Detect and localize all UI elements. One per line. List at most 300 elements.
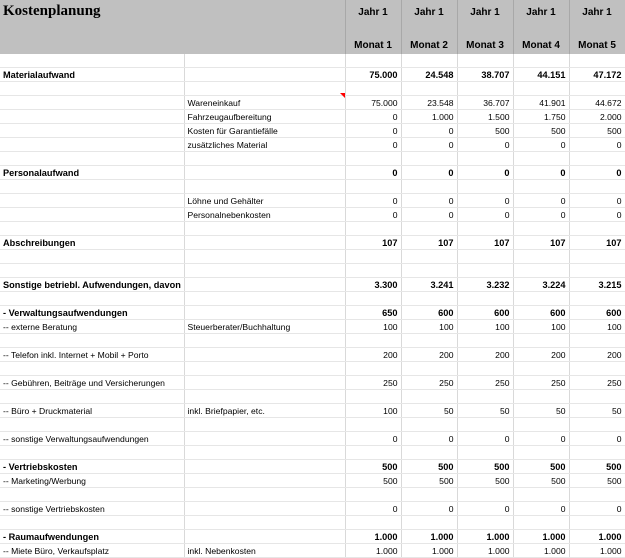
value-cell-month-3[interactable] — [457, 334, 513, 348]
value-cell-month-5[interactable]: 107 — [569, 236, 625, 250]
value-cell-month-3[interactable]: 107 — [457, 236, 513, 250]
value-cell-month-5[interactable] — [569, 334, 625, 348]
month-header-2[interactable]: Monat 2 — [401, 26, 457, 54]
row-label-cell[interactable]: -- Marketing/Werbung — [0, 474, 184, 488]
value-cell-month-3[interactable] — [457, 180, 513, 194]
value-cell-month-4[interactable]: 0 — [513, 138, 569, 152]
table-row — [0, 376, 625, 390]
table-row — [0, 194, 625, 208]
row-note-cell[interactable] — [184, 530, 345, 544]
value-cell-month-1[interactable]: 0 — [345, 502, 401, 516]
value-cell-month-1[interactable]: 1.000 — [345, 530, 401, 544]
table-row — [0, 236, 625, 250]
row-label-cell[interactable] — [0, 152, 184, 166]
value-cell-month-5[interactable] — [569, 390, 625, 404]
row-label-cell[interactable] — [0, 264, 184, 278]
table-row — [0, 418, 625, 432]
row-note-cell[interactable]: inkl. Briefpapier, etc. — [184, 404, 345, 418]
value-cell-month-4[interactable] — [513, 418, 569, 432]
value-cell-month-3[interactable]: 100 — [457, 320, 513, 334]
table-row — [0, 460, 625, 474]
value-cell-month-1[interactable]: 500 — [345, 460, 401, 474]
value-cell-month-3[interactable]: 0 — [457, 138, 513, 152]
value-cell-month-3[interactable]: 0 — [457, 208, 513, 222]
value-cell-month-5[interactable] — [569, 418, 625, 432]
value-cell-month-2[interactable] — [401, 222, 457, 236]
header-row-years — [0, 0, 625, 26]
row-note-cell[interactable] — [184, 348, 345, 362]
value-cell-month-4[interactable]: 500 — [513, 124, 569, 138]
table-row — [0, 54, 625, 68]
value-cell-month-1[interactable]: 0 — [345, 208, 401, 222]
value-cell-month-2[interactable]: 0 — [401, 502, 457, 516]
row-note-cell[interactable] — [184, 152, 345, 166]
value-cell-month-1[interactable]: 100 — [345, 320, 401, 334]
value-cell-month-2[interactable]: 1.000 — [401, 110, 457, 124]
row-note-cell[interactable] — [184, 418, 345, 432]
value-cell-month-1[interactable] — [345, 446, 401, 460]
value-cell-month-2[interactable]: 1.000 — [401, 530, 457, 544]
table-row — [0, 138, 625, 152]
value-cell-month-5[interactable] — [569, 362, 625, 376]
value-cell-month-3[interactable] — [457, 152, 513, 166]
value-cell-month-1[interactable] — [345, 334, 401, 348]
row-note-cell[interactable] — [184, 306, 345, 320]
table-row — [0, 208, 625, 222]
value-cell-month-3[interactable]: 500 — [457, 474, 513, 488]
row-label-cell[interactable]: Personalaufwand — [0, 166, 184, 180]
value-cell-month-4[interactable] — [513, 390, 569, 404]
value-cell-month-1[interactable]: 100 — [345, 404, 401, 418]
year-header-2[interactable]: Jahr 1 — [401, 0, 457, 26]
value-cell-month-1[interactable] — [345, 516, 401, 530]
year-header-4[interactable]: Jahr 1 — [513, 0, 569, 26]
month-header-3[interactable]: Monat 3 — [457, 26, 513, 54]
row-note-cell[interactable]: Fahrzeugaufbereitung — [184, 110, 345, 124]
value-cell-month-2[interactable]: 23.548 — [401, 96, 457, 110]
value-cell-month-4[interactable]: 500 — [513, 474, 569, 488]
table-row — [0, 278, 625, 292]
row-label-cell[interactable] — [0, 488, 184, 502]
row-label-cell[interactable]: Abschreibungen — [0, 236, 184, 250]
value-cell-month-2[interactable]: 100 — [401, 320, 457, 334]
value-cell-month-5[interactable]: 250 — [569, 376, 625, 390]
month-header-1[interactable]: Monat 1 — [345, 26, 401, 54]
value-cell-month-3[interactable]: 0 — [457, 502, 513, 516]
value-cell-month-3[interactable]: 250 — [457, 376, 513, 390]
table-row — [0, 474, 625, 488]
value-cell-month-2[interactable]: 0 — [401, 208, 457, 222]
value-cell-month-2[interactable]: 1.000 — [401, 544, 457, 558]
value-cell-month-1[interactable] — [345, 180, 401, 194]
table-row — [0, 404, 625, 418]
row-note-cell[interactable] — [184, 474, 345, 488]
value-cell-month-5[interactable] — [569, 250, 625, 264]
value-cell-month-1[interactable]: 650 — [345, 306, 401, 320]
value-cell-month-4[interactable] — [513, 250, 569, 264]
value-cell-month-1[interactable] — [345, 82, 401, 96]
value-cell-month-2[interactable]: 107 — [401, 236, 457, 250]
row-label-cell[interactable] — [0, 446, 184, 460]
row-label-cell[interactable] — [0, 138, 184, 152]
value-cell-month-5[interactable]: 600 — [569, 306, 625, 320]
row-note-cell[interactable]: Personalnebenkosten — [184, 208, 345, 222]
value-cell-month-1[interactable] — [345, 222, 401, 236]
value-cell-month-3[interactable]: 36.707 — [457, 96, 513, 110]
table-row — [0, 68, 625, 82]
value-cell-month-2[interactable] — [401, 292, 457, 306]
comment-indicator-icon[interactable] — [340, 93, 345, 98]
value-cell-month-4[interactable]: 41.901 — [513, 96, 569, 110]
value-cell-month-4[interactable]: 0 — [513, 432, 569, 446]
value-cell-month-2[interactable] — [401, 446, 457, 460]
value-cell-month-2[interactable] — [401, 54, 457, 68]
value-cell-month-4[interactable] — [513, 54, 569, 68]
value-cell-month-3[interactable]: 0 — [457, 432, 513, 446]
value-cell-month-4[interactable]: 600 — [513, 306, 569, 320]
value-cell-month-4[interactable]: 0 — [513, 194, 569, 208]
row-note-cell[interactable] — [184, 236, 345, 250]
row-label-cell[interactable] — [0, 362, 184, 376]
value-cell-month-5[interactable] — [569, 54, 625, 68]
table-row — [0, 390, 625, 404]
value-cell-month-1[interactable]: 0 — [345, 166, 401, 180]
value-cell-month-5[interactable]: 47.172 — [569, 68, 625, 82]
value-cell-month-2[interactable]: 0 — [401, 194, 457, 208]
value-cell-month-5[interactable]: 3.215 — [569, 278, 625, 292]
row-note-cell[interactable] — [184, 180, 345, 194]
row-note-cell[interactable]: Steuerberater/Buchhaltung — [184, 320, 345, 334]
value-cell-month-3[interactable] — [457, 516, 513, 530]
value-cell-month-1[interactable] — [345, 152, 401, 166]
value-cell-month-5[interactable] — [569, 516, 625, 530]
value-cell-month-2[interactable]: 600 — [401, 306, 457, 320]
table-row — [0, 502, 625, 516]
table-row — [0, 516, 625, 530]
row-label-cell[interactable] — [0, 390, 184, 404]
value-cell-month-4[interactable]: 250 — [513, 376, 569, 390]
value-cell-month-3[interactable]: 200 — [457, 348, 513, 362]
row-note-cell[interactable] — [184, 516, 345, 530]
table-row — [0, 166, 625, 180]
row-label-cell[interactable]: -- Miete Büro, Verkaufsplatz — [0, 544, 184, 558]
value-cell-month-4[interactable] — [513, 516, 569, 530]
row-note-cell[interactable] — [184, 54, 345, 68]
value-cell-month-4[interactable] — [513, 152, 569, 166]
table-row — [0, 544, 625, 558]
value-cell-month-2[interactable]: 0 — [401, 432, 457, 446]
row-label-cell[interactable]: Materialaufwand — [0, 68, 184, 82]
month-header-5[interactable]: Monat 5 — [569, 26, 625, 54]
value-cell-month-4[interactable] — [513, 180, 569, 194]
value-cell-month-1[interactable] — [345, 292, 401, 306]
value-cell-month-5[interactable] — [569, 152, 625, 166]
row-label-cell[interactable]: -- Telefon inkl. Internet + Mobil + Porto — [0, 348, 184, 362]
value-cell-month-1[interactable]: 75.000 — [345, 68, 401, 82]
value-cell-month-1[interactable]: 1.000 — [345, 544, 401, 558]
value-cell-month-4[interactable] — [513, 82, 569, 96]
row-label-cell[interactable] — [0, 418, 184, 432]
value-cell-month-5[interactable]: 500 — [569, 460, 625, 474]
value-cell-month-5[interactable] — [569, 488, 625, 502]
row-note-cell[interactable] — [184, 250, 345, 264]
value-cell-month-2[interactable] — [401, 390, 457, 404]
value-cell-month-2[interactable] — [401, 180, 457, 194]
value-cell-month-2[interactable]: 0 — [401, 124, 457, 138]
table-row — [0, 180, 625, 194]
value-cell-month-1[interactable] — [345, 264, 401, 278]
value-cell-month-3[interactable]: 0 — [457, 166, 513, 180]
value-cell-month-5[interactable]: 200 — [569, 348, 625, 362]
value-cell-month-5[interactable]: 0 — [569, 138, 625, 152]
row-label-cell[interactable] — [0, 516, 184, 530]
value-cell-month-5[interactable]: 50 — [569, 404, 625, 418]
value-cell-month-4[interactable]: 200 — [513, 348, 569, 362]
table-row — [0, 264, 625, 278]
row-note-cell[interactable] — [184, 166, 345, 180]
value-cell-month-5[interactable] — [569, 264, 625, 278]
value-cell-month-2[interactable]: 0 — [401, 138, 457, 152]
row-note-cell[interactable] — [184, 362, 345, 376]
row-note-cell[interactable] — [184, 278, 345, 292]
value-cell-month-5[interactable] — [569, 222, 625, 236]
value-cell-month-5[interactable]: 500 — [569, 474, 625, 488]
value-cell-month-2[interactable]: 500 — [401, 460, 457, 474]
table-row — [0, 334, 625, 348]
row-label-cell[interactable] — [0, 124, 184, 138]
value-cell-month-1[interactable]: 500 — [345, 474, 401, 488]
value-cell-month-3[interactable] — [457, 54, 513, 68]
table-row — [0, 530, 625, 544]
row-label-cell[interactable]: -- Büro + Druckmaterial — [0, 404, 184, 418]
value-cell-month-5[interactable]: 0 — [569, 502, 625, 516]
value-cell-month-4[interactable] — [513, 446, 569, 460]
row-label-cell[interactable]: - Raumaufwendungen — [0, 530, 184, 544]
value-cell-month-5[interactable]: 0 — [569, 208, 625, 222]
value-cell-month-4[interactable]: 44.151 — [513, 68, 569, 82]
value-cell-month-2[interactable] — [401, 516, 457, 530]
value-cell-month-2[interactable] — [401, 250, 457, 264]
table-row — [0, 124, 625, 138]
value-cell-month-1[interactable]: 0 — [345, 194, 401, 208]
row-label-cell[interactable] — [0, 82, 184, 96]
value-cell-month-5[interactable]: 100 — [569, 320, 625, 334]
value-cell-month-3[interactable] — [457, 362, 513, 376]
row-note-cell[interactable] — [184, 264, 345, 278]
value-cell-month-3[interactable]: 50 — [457, 404, 513, 418]
value-cell-month-1[interactable] — [345, 488, 401, 502]
table-row — [0, 320, 625, 334]
row-note-cell[interactable] — [184, 446, 345, 460]
value-cell-month-3[interactable]: 600 — [457, 306, 513, 320]
table-row — [0, 110, 625, 124]
table-row — [0, 488, 625, 502]
value-cell-month-3[interactable]: 0 — [457, 194, 513, 208]
value-cell-month-5[interactable]: 0 — [569, 166, 625, 180]
row-label-cell[interactable] — [0, 54, 184, 68]
value-cell-month-3[interactable] — [457, 222, 513, 236]
value-cell-month-3[interactable]: 500 — [457, 460, 513, 474]
row-note-cell[interactable] — [184, 82, 345, 96]
row-label-cell[interactable] — [0, 208, 184, 222]
table-row — [0, 348, 625, 362]
row-label-cell[interactable] — [0, 250, 184, 264]
value-cell-month-5[interactable]: 500 — [569, 124, 625, 138]
table-row — [0, 250, 625, 264]
row-note-cell[interactable] — [184, 292, 345, 306]
row-label-cell[interactable]: - Vertriebskosten — [0, 460, 184, 474]
row-note-cell[interactable] — [184, 460, 345, 474]
value-cell-month-2[interactable]: 0 — [401, 166, 457, 180]
value-cell-month-3[interactable]: 1.500 — [457, 110, 513, 124]
value-cell-month-5[interactable] — [569, 292, 625, 306]
value-cell-month-5[interactable]: 1.000 — [569, 530, 625, 544]
value-cell-month-3[interactable] — [457, 488, 513, 502]
value-cell-month-4[interactable]: 107 — [513, 236, 569, 250]
value-cell-month-2[interactable] — [401, 264, 457, 278]
row-note-cell[interactable]: Wareneinkauf — [184, 96, 345, 110]
value-cell-month-5[interactable]: 2.000 — [569, 110, 625, 124]
value-cell-month-5[interactable]: 44.672 — [569, 96, 625, 110]
row-note-cell[interactable] — [184, 334, 345, 348]
value-cell-month-2[interactable]: 50 — [401, 404, 457, 418]
row-note-cell[interactable] — [184, 222, 345, 236]
value-cell-month-4[interactable]: 0 — [513, 166, 569, 180]
value-cell-month-2[interactable] — [401, 418, 457, 432]
table-row — [0, 306, 625, 320]
value-cell-month-4[interactable] — [513, 362, 569, 376]
row-label-cell[interactable] — [0, 194, 184, 208]
table-row — [0, 362, 625, 376]
row-label-cell[interactable] — [0, 110, 184, 124]
value-cell-month-1[interactable]: 200 — [345, 348, 401, 362]
value-cell-month-3[interactable] — [457, 250, 513, 264]
value-cell-month-2[interactable] — [401, 362, 457, 376]
value-cell-month-1[interactable]: 0 — [345, 432, 401, 446]
value-cell-month-2[interactable] — [401, 152, 457, 166]
value-cell-month-4[interactable]: 100 — [513, 320, 569, 334]
value-cell-month-1[interactable]: 0 — [345, 110, 401, 124]
row-note-cell[interactable] — [184, 376, 345, 390]
value-cell-month-4[interactable]: 0 — [513, 208, 569, 222]
value-cell-month-1[interactable] — [345, 250, 401, 264]
value-cell-month-1[interactable] — [345, 54, 401, 68]
value-cell-month-3[interactable]: 500 — [457, 124, 513, 138]
value-cell-month-2[interactable] — [401, 488, 457, 502]
value-cell-month-5[interactable]: 0 — [569, 194, 625, 208]
row-note-cell[interactable] — [184, 488, 345, 502]
value-cell-month-1[interactable]: 0 — [345, 124, 401, 138]
value-cell-month-3[interactable]: 38.707 — [457, 68, 513, 82]
table-row — [0, 446, 625, 460]
row-label-cell[interactable]: -- sonstige Vertriebskosten — [0, 502, 184, 516]
value-cell-month-4[interactable] — [513, 264, 569, 278]
value-cell-month-2[interactable]: 200 — [401, 348, 457, 362]
value-cell-month-4[interactable]: 1.000 — [513, 530, 569, 544]
value-cell-month-4[interactable] — [513, 292, 569, 306]
table-row — [0, 292, 625, 306]
value-cell-month-5[interactable] — [569, 82, 625, 96]
value-cell-month-4[interactable]: 1.750 — [513, 110, 569, 124]
value-cell-month-4[interactable] — [513, 334, 569, 348]
value-cell-month-2[interactable]: 250 — [401, 376, 457, 390]
year-header-1[interactable]: Jahr 1 — [345, 0, 401, 26]
value-cell-month-2[interactable] — [401, 82, 457, 96]
sheet-title[interactable]: Kostenplanung — [0, 0, 345, 54]
value-cell-month-4[interactable]: 500 — [513, 460, 569, 474]
value-cell-month-3[interactable] — [457, 446, 513, 460]
value-cell-month-2[interactable]: 24.548 — [401, 68, 457, 82]
value-cell-month-3[interactable] — [457, 264, 513, 278]
row-label-cell[interactable]: Sonstige betriebl. Aufwendungen, davon — [0, 278, 184, 292]
value-cell-month-4[interactable] — [513, 222, 569, 236]
value-cell-month-2[interactable]: 500 — [401, 474, 457, 488]
value-cell-month-5[interactable]: 0 — [569, 432, 625, 446]
value-cell-month-4[interactable]: 0 — [513, 502, 569, 516]
value-cell-month-1[interactable]: 75.000 — [345, 96, 401, 110]
table-row — [0, 152, 625, 166]
value-cell-month-1[interactable]: 0 — [345, 138, 401, 152]
month-header-4[interactable]: Monat 4 — [513, 26, 569, 54]
value-cell-month-4[interactable]: 50 — [513, 404, 569, 418]
table-row — [0, 432, 625, 446]
value-cell-month-1[interactable] — [345, 362, 401, 376]
value-cell-month-5[interactable] — [569, 180, 625, 194]
value-cell-month-1[interactable]: 107 — [345, 236, 401, 250]
value-cell-month-3[interactable]: 1.000 — [457, 544, 513, 558]
value-cell-month-4[interactable]: 1.000 — [513, 544, 569, 558]
value-cell-month-4[interactable] — [513, 488, 569, 502]
value-cell-month-1[interactable] — [345, 390, 401, 404]
value-cell-month-3[interactable] — [457, 292, 513, 306]
row-label-cell[interactable] — [0, 222, 184, 236]
value-cell-month-3[interactable]: 1.000 — [457, 530, 513, 544]
table-row — [0, 222, 625, 236]
row-label-cell[interactable] — [0, 96, 184, 110]
value-cell-month-2[interactable] — [401, 334, 457, 348]
row-label-cell[interactable] — [0, 180, 184, 194]
value-cell-month-1[interactable]: 3.300 — [345, 278, 401, 292]
row-note-cell[interactable]: zusätzliches Material — [184, 138, 345, 152]
value-cell-month-5[interactable] — [569, 446, 625, 460]
row-label-cell[interactable]: -- sonstige Verwaltungsaufwendungen — [0, 432, 184, 446]
row-note-cell[interactable]: Löhne und Gehälter — [184, 194, 345, 208]
row-label-cell[interactable]: -- externe Beratung — [0, 320, 184, 334]
year-header-3[interactable]: Jahr 1 — [457, 0, 513, 26]
value-cell-month-3[interactable] — [457, 390, 513, 404]
table-row — [0, 96, 625, 110]
year-header-5[interactable]: Jahr 1 — [569, 0, 625, 26]
value-cell-month-3[interactable] — [457, 82, 513, 96]
value-cell-month-4[interactable]: 3.224 — [513, 278, 569, 292]
row-label-cell[interactable]: -- Gebühren, Beiträge und Versicherungen — [0, 376, 184, 390]
row-label-cell[interactable] — [0, 292, 184, 306]
value-cell-month-5[interactable]: 1.000 — [569, 544, 625, 558]
row-note-cell[interactable]: inkl. Nebenkosten — [184, 544, 345, 558]
row-note-cell[interactable]: Kosten für Garantiefälle — [184, 124, 345, 138]
row-note-cell[interactable] — [184, 68, 345, 82]
value-cell-month-1[interactable]: 250 — [345, 376, 401, 390]
row-note-cell[interactable] — [184, 432, 345, 446]
row-note-cell[interactable] — [184, 502, 345, 516]
value-cell-month-2[interactable]: 3.241 — [401, 278, 457, 292]
row-note-cell[interactable] — [184, 390, 345, 404]
value-cell-month-3[interactable]: 3.232 — [457, 278, 513, 292]
row-label-cell[interactable]: - Verwaltungsaufwendungen — [0, 306, 184, 320]
row-label-cell[interactable] — [0, 334, 184, 348]
value-cell-month-1[interactable] — [345, 418, 401, 432]
value-cell-month-3[interactable] — [457, 418, 513, 432]
